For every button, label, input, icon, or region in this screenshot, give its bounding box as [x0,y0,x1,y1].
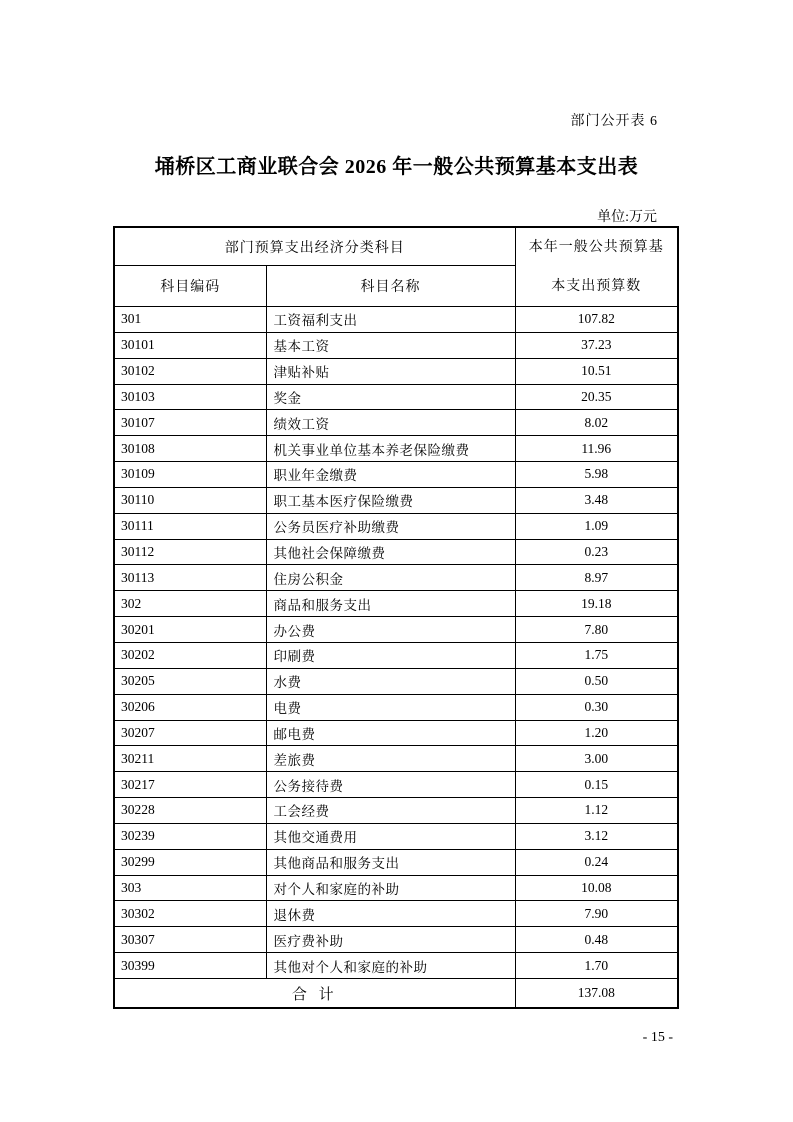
row-amount: 7.90 [515,901,678,927]
table-row [114,384,678,410]
row-code: 302 [114,591,266,617]
economic-classification-group-header: 部门预算支出经济分类科目 [114,227,515,266]
table-row [114,642,678,668]
row-amount: 3.00 [515,746,678,772]
table-row [114,462,678,488]
table-row [114,720,678,746]
table-header [114,227,678,307]
row-name: 基本工资 [266,332,515,358]
row-name: 公务接待费 [266,772,515,798]
table-row [114,513,678,539]
row-name: 办公费 [266,617,515,643]
table-row [114,539,678,565]
total-label: 合 计 [114,978,515,1008]
row-name: 绩效工资 [266,410,515,436]
table-footer [114,978,678,1008]
row-code: 30399 [114,953,266,979]
row-name: 机关事业单位基本养老保险缴费 [266,436,515,462]
row-amount: 19.18 [515,591,678,617]
row-name: 工会经费 [266,798,515,824]
amount-column-header [515,227,678,307]
row-amount: 1.75 [515,642,678,668]
row-amount: 0.30 [515,694,678,720]
row-name: 其他交通费用 [266,823,515,849]
row-amount: 10.08 [515,875,678,901]
row-amount: 37.23 [515,332,678,358]
row-name: 其他商品和服务支出 [266,849,515,875]
table-row [114,875,678,901]
table-row [114,668,678,694]
row-amount: 0.23 [515,539,678,565]
row-name: 奖金 [266,384,515,410]
row-code: 30110 [114,487,266,513]
table-row [114,436,678,462]
total-row [114,978,678,1008]
row-amount: 5.98 [515,462,678,488]
row-name: 津贴补贴 [266,358,515,384]
row-code: 30101 [114,332,266,358]
row-code: 303 [114,875,266,901]
row-code: 30107 [114,410,266,436]
row-name: 对个人和家庭的补助 [266,875,515,901]
header-row-group [114,227,678,266]
budget-table [113,226,679,1009]
table-row [114,565,678,591]
row-name: 商品和服务支出 [266,591,515,617]
table-row [114,823,678,849]
row-code: 30217 [114,772,266,798]
row-amount: 10.51 [515,358,678,384]
row-amount: 0.48 [515,927,678,953]
row-amount: 7.80 [515,617,678,643]
table-row [114,927,678,953]
row-amount: 0.24 [515,849,678,875]
row-name: 职业年金缴费 [266,462,515,488]
table-row [114,901,678,927]
row-amount: 3.48 [515,487,678,513]
row-code: 30201 [114,617,266,643]
row-amount: 107.82 [515,307,678,333]
table-row [114,694,678,720]
row-code: 30202 [114,642,266,668]
unit-label: 单位:万元 [597,210,657,225]
table-row [114,591,678,617]
row-code: 30109 [114,462,266,488]
row-amount: 1.12 [515,798,678,824]
row-code: 30112 [114,539,266,565]
row-amount: 1.09 [515,513,678,539]
total-amount: 137.08 [515,978,678,1008]
page-number: - 15 - [642,1030,673,1045]
row-amount: 0.15 [515,772,678,798]
row-code: 30211 [114,746,266,772]
row-name: 印刷费 [266,642,515,668]
row-name: 职工基本医疗保险缴费 [266,487,515,513]
row-name: 邮电费 [266,720,515,746]
row-code: 30113 [114,565,266,591]
row-name: 医疗费补助 [266,927,515,953]
row-code: 301 [114,307,266,333]
row-name: 其他对个人和家庭的补助 [266,953,515,979]
table-row [114,953,678,979]
table-row [114,746,678,772]
row-code: 30206 [114,694,266,720]
table-row [114,358,678,384]
table-row [114,849,678,875]
row-name: 公务员医疗补助缴费 [266,513,515,539]
row-code: 30108 [114,436,266,462]
row-code: 30205 [114,668,266,694]
row-name: 住房公积金 [266,565,515,591]
amount-column-header-line1: 本年一般公共预算基 [528,240,664,255]
row-code: 30102 [114,358,266,384]
row-code: 30239 [114,823,266,849]
row-code: 30307 [114,927,266,953]
row-amount: 11.96 [515,436,678,462]
table-body [114,307,678,979]
code-column-header: 科目编码 [114,266,266,307]
row-name: 工资福利支出 [266,307,515,333]
amount-column-header-line2: 本支出预算数 [551,279,642,294]
row-name: 退休费 [266,901,515,927]
table-row [114,307,678,333]
row-code: 30103 [114,384,266,410]
table-row [114,487,678,513]
header-note: 部门公开表 6 [570,114,658,129]
name-column-header: 科目名称 [266,266,515,307]
row-name: 电费 [266,694,515,720]
row-amount: 20.35 [515,384,678,410]
row-amount: 0.50 [515,668,678,694]
row-code: 30111 [114,513,266,539]
row-amount: 8.97 [515,565,678,591]
table-row [114,410,678,436]
page-title: 埇桥区工商业联合会 2026 年一般公共预算基本支出表 [154,156,639,178]
row-name: 水费 [266,668,515,694]
table-row [114,332,678,358]
row-name: 差旅费 [266,746,515,772]
row-name: 其他社会保障缴费 [266,539,515,565]
row-code: 30207 [114,720,266,746]
row-code: 30228 [114,798,266,824]
table-row [114,798,678,824]
row-amount: 3.12 [515,823,678,849]
row-amount: 1.20 [515,720,678,746]
table-row [114,617,678,643]
table-row [114,772,678,798]
row-code: 30302 [114,901,266,927]
row-amount: 8.02 [515,410,678,436]
row-amount: 1.70 [515,953,678,979]
row-code: 30299 [114,849,266,875]
